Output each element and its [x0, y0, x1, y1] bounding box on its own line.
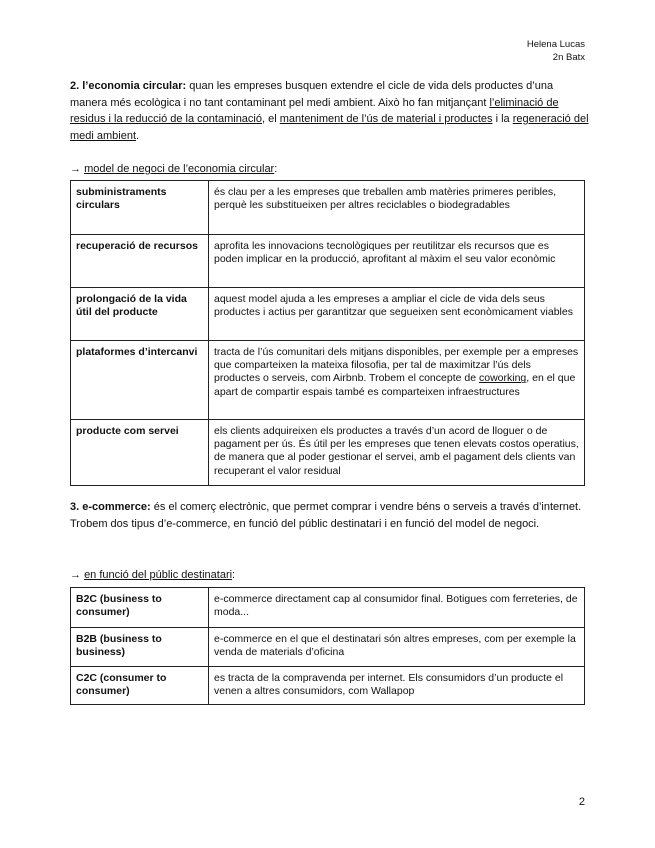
page-header	[527, 38, 585, 64]
section-heading: 3. e-commerce:	[70, 501, 151, 513]
description-cell	[209, 341, 585, 420]
audience-subheading	[70, 569, 235, 581]
paragraph-text: quan les empreses busquen extendre el cicle de vida dels productes d’una manera més ecològica i no tant contaminant pel medi ambient. Això ho fan mitjançant	[70, 80, 554, 109]
table-row	[71, 341, 585, 420]
description-cell: aquest model ajuda a les empreses a ampliar el cicle de vida dels seus productes i actius per garantitzar que segueixen sent econòmicament viables	[209, 288, 585, 341]
table-row	[71, 181, 585, 235]
table-row	[71, 420, 585, 486]
term-cell: subministraments circulars	[71, 181, 209, 235]
description-text: tracta de l’ús comunitari dels mitjans disponibles, per exemple per a empreses que comparteixen la mateixa filosofia, per tal de maximitzar l’ús dels productes o serveis, com Airbnb. Trobem el concepte de	[214, 346, 579, 385]
author-name: Helena Lucas	[526, 39, 585, 50]
table-row	[71, 235, 585, 288]
table-row	[71, 288, 585, 341]
term-cell: B2B (business to business)	[71, 628, 209, 667]
term-cell: C2C (consumer to consumer)	[71, 667, 209, 705]
paragraph-text: i la	[492, 113, 513, 125]
term-cell: B2C (business to consumer)	[71, 588, 209, 628]
underlined-phrase: manteniment de l’ús de material i productes	[279, 113, 493, 125]
colon: :	[232, 569, 236, 581]
arrow-icon: →	[70, 163, 85, 175]
model-table	[70, 180, 585, 486]
page-number: 2	[578, 796, 585, 808]
section-heading: 2. l’economia circular:	[70, 80, 187, 92]
colon: :	[274, 163, 278, 175]
term-cell: prolongació de la vida útil del producte	[71, 288, 209, 341]
description-cell: es tracta de la compravenda per internet. Els consumidors d’un producte el venen a altres consumidors, com Wallapop	[209, 667, 585, 705]
underlined-phrase: regeneració del medi ambient	[70, 113, 589, 142]
course-label: 2n Batx	[552, 52, 585, 63]
description-cell: els clients adquireixen els productes a través d’un acord de lloguer o de pagament per ús. És útil per les empreses que tenen elevats costos operatius, de manera que al poder gestionar el servei, amb el pagament dels clients van recuperant el valor residual	[209, 420, 585, 486]
term-cell: plataformes d’intercanvi	[71, 341, 209, 420]
audience-table	[70, 587, 585, 705]
paragraph-text: , el	[262, 113, 280, 125]
subheading-label: model de negoci de l’economia circular	[84, 163, 275, 175]
description-cell: és clau per a les empreses que treballen amb matèries primeres peribles, perquè les substitueixen per altres reciclables o biodegradables	[209, 181, 585, 235]
section-circular-economy	[70, 78, 590, 144]
section-ecommerce	[70, 499, 590, 532]
underlined-phrase: coworking	[478, 372, 527, 385]
paragraph-text: és el comerç electrònic, que permet comprar i vendre béns o serveis a través d’internet. Trobem dos tipus d’e-commerce, en funció del públic destinatari i en funció del model de negoci.	[70, 501, 582, 530]
term-cell: producte com servei	[71, 420, 209, 486]
underlined-phrase: l’eliminació de residus i la reducció de la contaminació	[70, 96, 559, 125]
table-row	[71, 588, 585, 628]
description-text: , en el que apart de compartir espais també es comparteixen infraestructures	[214, 372, 576, 398]
table-row	[71, 667, 585, 705]
description-cell: aprofita les innovacions tecnològiques per reutilitzar els recursos que es poden implicar en la producció, aprofitant al màxim el seu valor econòmic	[209, 235, 585, 288]
table-row	[71, 628, 585, 667]
arrow-icon: →	[70, 569, 85, 581]
description-cell: e-commerce directament cap al consumidor final. Botigues com ferreteries, de moda...	[209, 588, 585, 628]
model-subheading	[70, 163, 277, 175]
term-cell: recuperació de recursos	[71, 235, 209, 288]
paragraph-text: .	[136, 129, 140, 142]
subheading-label: en funció del públic destinatari	[84, 569, 233, 581]
description-cell: e-commerce en el que el destinatari són altres empreses, com per exemple la venda de materials d’oficina	[209, 628, 585, 667]
